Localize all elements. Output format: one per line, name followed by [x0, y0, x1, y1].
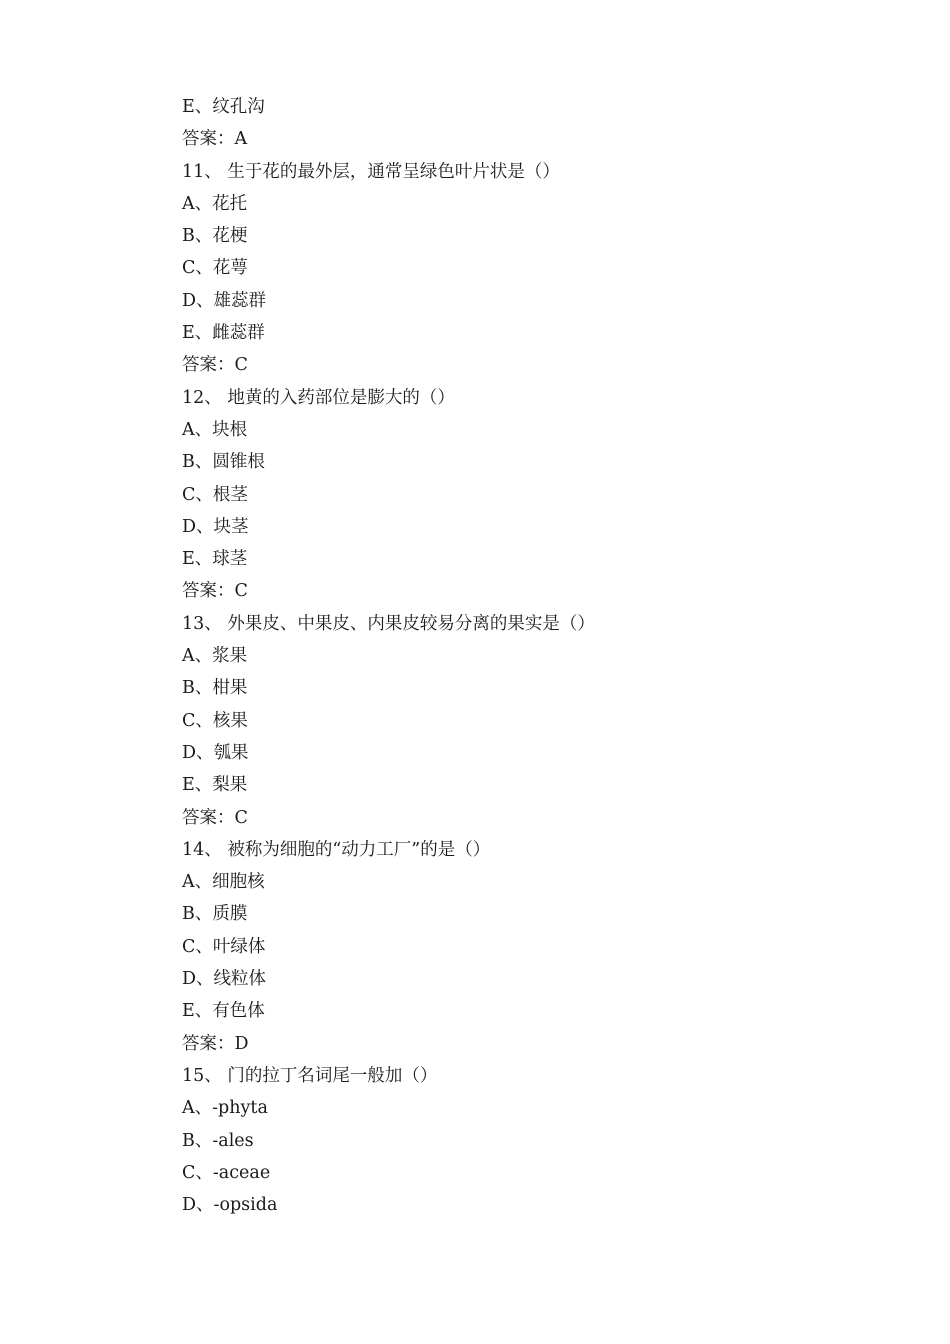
option-e: E、纹孔沟	[182, 97, 265, 117]
option-b: B、花梗	[182, 226, 248, 247]
question-stem: 11、 生于花的最外层，通常呈绿色叶片状是（）	[182, 161, 560, 182]
answer-line: 答案：C	[182, 355, 248, 376]
option-c: C、-aceae	[182, 1162, 271, 1183]
option-c: C、叶绿体	[182, 936, 266, 957]
option-d: D、瓠果	[182, 742, 249, 763]
option-e: E、雌蕊群	[182, 323, 265, 344]
option-a: A、块根	[182, 419, 248, 440]
option-c: C、根茎	[182, 484, 248, 505]
answer-line: 答案：C	[182, 807, 248, 828]
option-b: B、-ales	[182, 1130, 254, 1151]
option-d: D、线粒体	[182, 969, 267, 990]
option-a: A、花托	[182, 193, 248, 214]
option-c: C、核果	[182, 710, 248, 731]
option-d: D、-opsida	[182, 1195, 278, 1216]
answer-line: 答案：C	[182, 581, 248, 602]
option-b: B、质膜	[182, 904, 248, 925]
option-e: E、有色体	[182, 1001, 265, 1022]
option-b: B、柑果	[182, 678, 248, 699]
option-d: D、块茎	[182, 516, 249, 537]
answer-line: 答案：A	[182, 129, 248, 150]
option-b: B、圆锥根	[182, 452, 265, 473]
option-d: D、雄蕊群	[182, 290, 267, 311]
question-list	[182, 91, 782, 1221]
option-e: E、球茎	[182, 549, 248, 570]
option-c: C、花萼	[182, 258, 248, 279]
question-stem: 14、 被称为细胞的“动力工厂”的是（）	[182, 839, 491, 860]
answer-line: 答案：D	[182, 1033, 249, 1054]
option-a: A、-phyta	[182, 1098, 268, 1119]
question-stem: 12、 地黄的入药部位是膨大的（）	[182, 387, 455, 408]
question-stem: 13、 外果皮、中果皮、内果皮较易分离的果实是（）	[182, 613, 595, 634]
question-stem: 15、 门的拉丁名词尾一般加（）	[182, 1065, 438, 1086]
option-a: A、细胞核	[182, 872, 265, 893]
option-e: E、梨果	[182, 775, 248, 796]
option-a: A、浆果	[182, 646, 248, 667]
